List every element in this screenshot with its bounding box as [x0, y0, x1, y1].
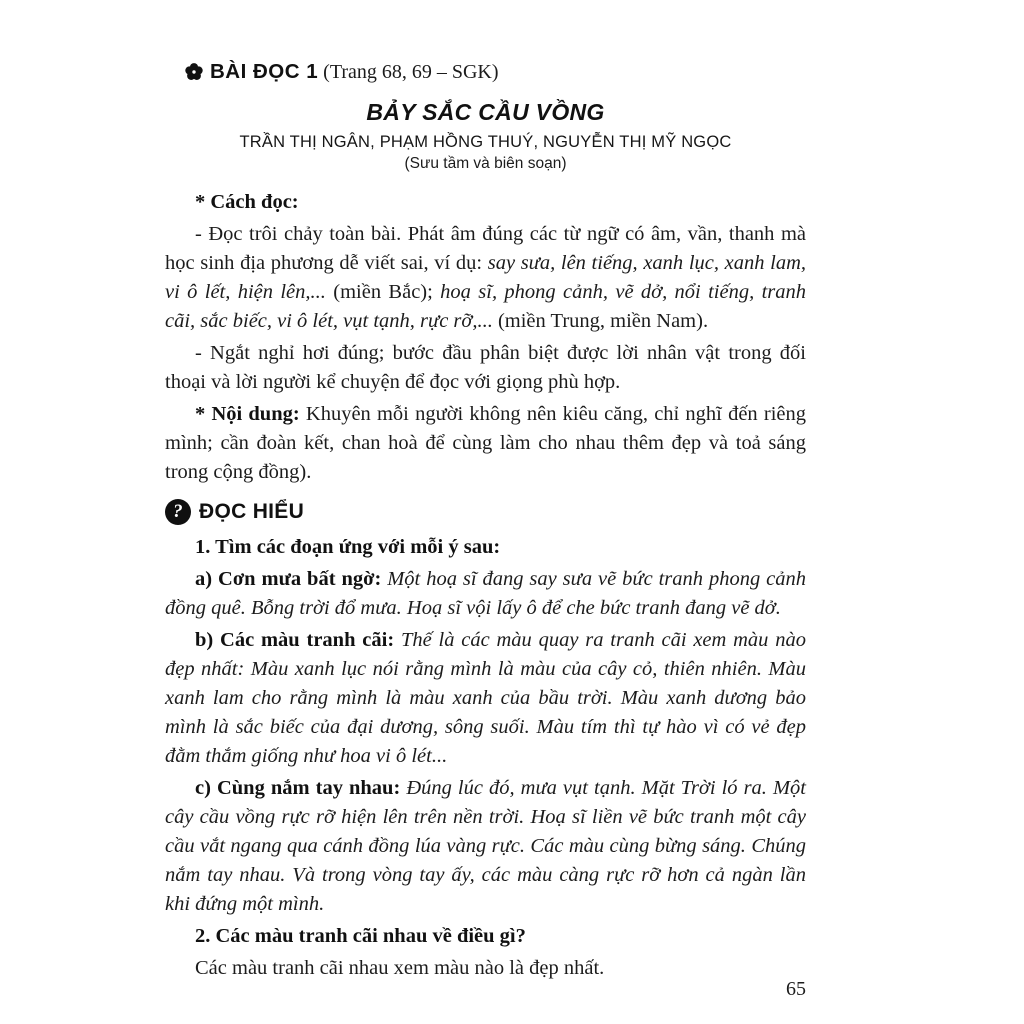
noi-dung-text: Khuyên mỗi người không nên kiêu căng, chỉ nghĩ đến riêng mình; cần đoàn kết, chan hoà để cùng làm cho nhau thêm đẹp và toả sáng trong cộng đồng).	[165, 403, 806, 483]
reading-guide-section	[165, 188, 806, 487]
lesson-page-ref: (Trang 68, 69 – SGK)	[323, 61, 499, 83]
north-label: (miền Bắc);	[325, 281, 441, 303]
answer-1b-text: Thế là các màu quay ra tranh cãi xem màu nào đẹp nhất: Màu xanh lục nói rằng mình là màu của cây cỏ, thiên nhiên. Màu xanh lam cho rằng mình là màu xanh của bầu trời. Màu xanh dương bảo mình là sắc biếc của đại dương, sông suối. Màu tím thì tự hào vì có vẻ đẹp đằm thắm giống như hoa vi ô lét...	[165, 629, 806, 767]
question-circle-icon: ?	[165, 499, 191, 525]
question-1: 1. Tìm các đoạn ứng với mỗi ý sau:	[195, 536, 501, 558]
noi-dung-paragraph	[165, 400, 806, 487]
lesson-header	[185, 60, 806, 87]
answer-1c-text: Đúng lúc đó, mưa vụt tạnh. Mặt Trời ló ra. Một cây cầu vồng rực rỡ hiện lên trên nền trời. Hoạ sĩ liền vẽ bức tranh một cây cầu vắt ngang qua cánh đồng lúa vàng rực. Các màu cùng bừng sáng. Chúng nắm tay nhau. Và trong vòng tay ấy, các màu càng rực rỡ hơn cả ngàn lần khi đứng một mình.	[165, 777, 806, 915]
book-page	[165, 60, 806, 986]
central-south-label: (miền Trung, miền Nam).	[492, 310, 709, 332]
page-title: BẢY SẮC CẦU VỒNG	[366, 99, 605, 125]
question-2: 2. Các màu tranh cãi nhau về điều gì?	[195, 925, 526, 947]
pausing-paragraph: - Ngắt nghỉ hơi đúng; bước đầu phân biệt được lời nhân vật trong đối thoại và lời người kể chuyện để đọc với giọng phù hợp.	[165, 342, 806, 393]
examples-north: say sưa, lên tiếng, xanh lục, xanh lam, vi ô lết, hiện lên,...	[165, 252, 806, 303]
lesson-label-text: BÀI ĐỌC 1	[210, 60, 319, 83]
noi-dung-label: * Nội dung:	[195, 403, 300, 425]
examples-central-south: hoạ sĩ, phong cảnh, vẽ dở, nổi tiếng, tranh cãi, sắc biếc, vi ô lét, vụt tạnh, rực rỡ,...	[165, 281, 806, 332]
lesson-label	[185, 60, 318, 83]
answer-1a-label: a) Cơn mưa bất ngờ:	[195, 568, 388, 590]
pronunciation-paragraph	[165, 220, 806, 336]
compilers-line: (Sưu tầm và biên soạn)	[404, 155, 567, 172]
authors-line: TRẦN THỊ NGÂN, PHẠM HỒNG THUÝ, NGUYỄN THỊ MỸ NGỌC	[239, 133, 732, 151]
answer-1b-paragraph	[165, 626, 806, 771]
answer-1c-label: c) Cùng nắm tay nhau:	[195, 777, 407, 799]
answer-1c-paragraph	[165, 774, 806, 919]
answer-1b-label: b) Các màu tranh cãi:	[195, 629, 401, 651]
pronunciation-lead: - Đọc trôi chảy toàn bài. Phát âm đúng các từ ngữ có âm, vần, thanh mà học sinh địa phương dễ viết sai, ví dụ:	[165, 223, 806, 274]
answer-1a-text: Một hoạ sĩ đang say sưa vẽ bức tranh phong cảnh đồng quê. Bỗng trời đổ mưa. Hoạ sĩ vội lấy ô để che bức tranh đang vẽ dở.	[165, 568, 806, 619]
doc-hieu-heading	[165, 499, 806, 525]
cach-doc-heading: * Cách đọc:	[195, 191, 299, 213]
doc-hieu-label: ĐỌC HIỂU	[199, 500, 305, 523]
florette-icon	[185, 63, 203, 87]
answer-1a-paragraph	[165, 565, 806, 623]
page-number: 65	[786, 978, 806, 1000]
questions-section	[165, 533, 806, 983]
answer-2: Các màu tranh cãi nhau xem màu nào là đẹp nhất.	[195, 957, 605, 979]
